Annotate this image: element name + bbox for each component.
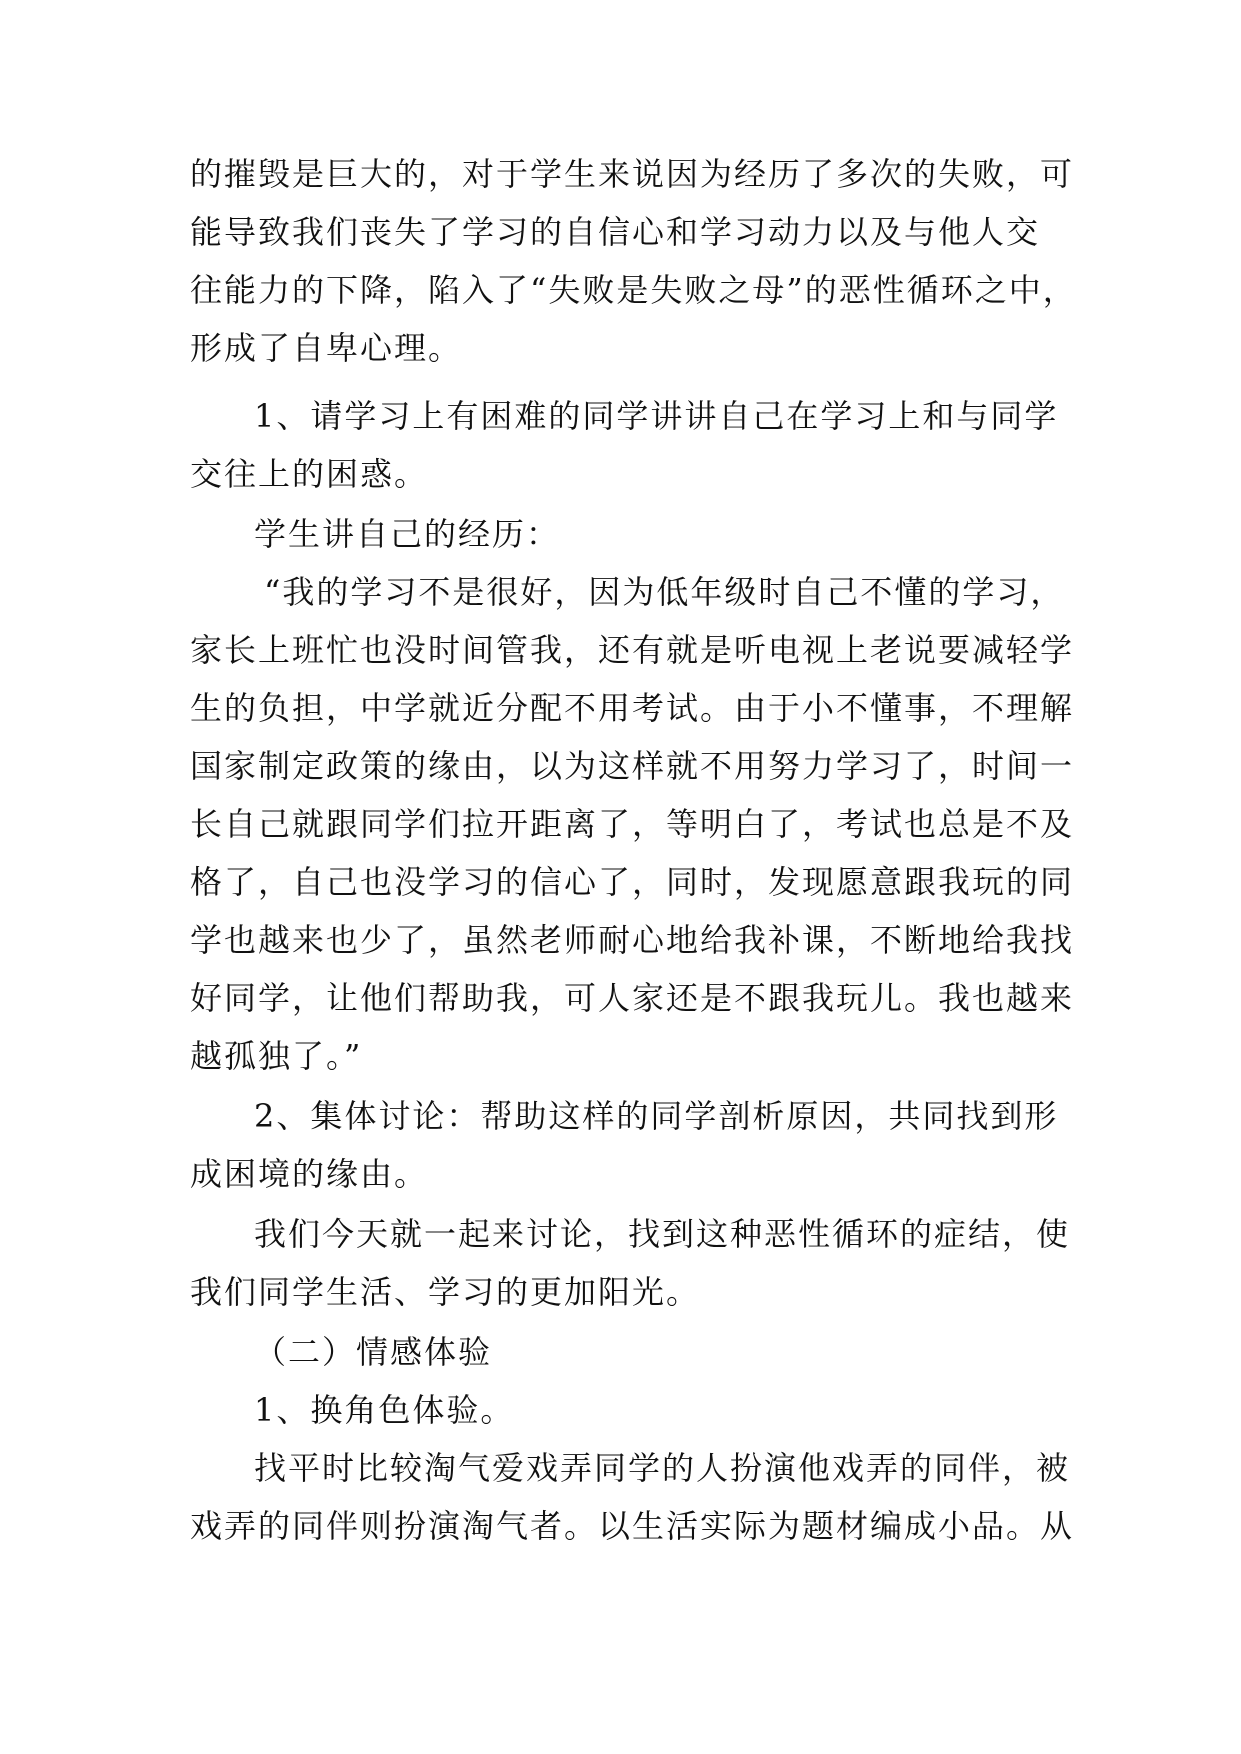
- text-line-3: 往能力的下降，陷入了“失败是失败之母”的恶性循环之中，: [190, 271, 1077, 309]
- section-heading: （二）情感体验: [254, 1333, 493, 1371]
- text-line-15: 好同学，让他们帮助我，可人家还是不跟我玩儿。我也越来: [190, 979, 1075, 1017]
- text-line-19: 我们今天就一起来讨论，找到这种恶性循环的症结，使: [254, 1215, 1071, 1253]
- text-line-11: 国家制定政策的缘由，以为这样就不用努力学习了，时间一: [190, 747, 1075, 785]
- text-line-4: 形成了自卑心理。: [190, 329, 463, 367]
- text-line-20: 我们同学生活、学习的更加阳光。: [190, 1273, 701, 1311]
- text-line-23: 找平时比较淘气爱戏弄同学的人扮演他戏弄的同伴，被: [254, 1449, 1071, 1487]
- text-line-14: 学也越来也少了，虽然老师耐心地给我补课，不断地给我找: [190, 921, 1075, 959]
- text-line-18: 成困境的缘由。: [190, 1155, 429, 1193]
- text-line-10: 生的负担，中学就近分配不用考试。由于小不懂事，不理解: [190, 689, 1075, 727]
- text-line-17: 2、集体讨论：帮助这样的同学剖析原因，共同找到形: [254, 1097, 1059, 1135]
- text-line-8: “我的学习不是很好，因为低年级时自己不懂的学习，: [264, 573, 1065, 611]
- text-line-5: 1、请学习上有困难的同学讲讲自己在学习上和与同学: [254, 397, 1059, 435]
- text-line-24: 戏弄的同伴则扮演淘气者。以生活实际为题材编成小品。从: [190, 1507, 1075, 1545]
- text-line-16: 越孤独了。”: [190, 1037, 363, 1075]
- text-line-6: 交往上的困惑。: [190, 455, 429, 493]
- text-line-2: 能导致我们丧失了学习的自信心和学习动力以及与他人交: [190, 213, 1041, 251]
- text-line-9: 家长上班忙也没时间管我，还有就是听电视上老说要减轻学: [190, 631, 1075, 669]
- text-line-22: 1、换角色体验。: [254, 1391, 515, 1429]
- text-line-7: 学生讲自己的经历：: [254, 515, 561, 553]
- text-line-1: 的摧毁是巨大的，对于学生来说因为经历了多次的失败，可: [190, 155, 1075, 193]
- text-line-12: 长自己就跟同学们拉开距离了，等明白了，考试也总是不及: [190, 805, 1075, 843]
- text-line-13: 格了，自己也没学习的信心了，同时，发现愿意跟我玩的同: [190, 863, 1075, 901]
